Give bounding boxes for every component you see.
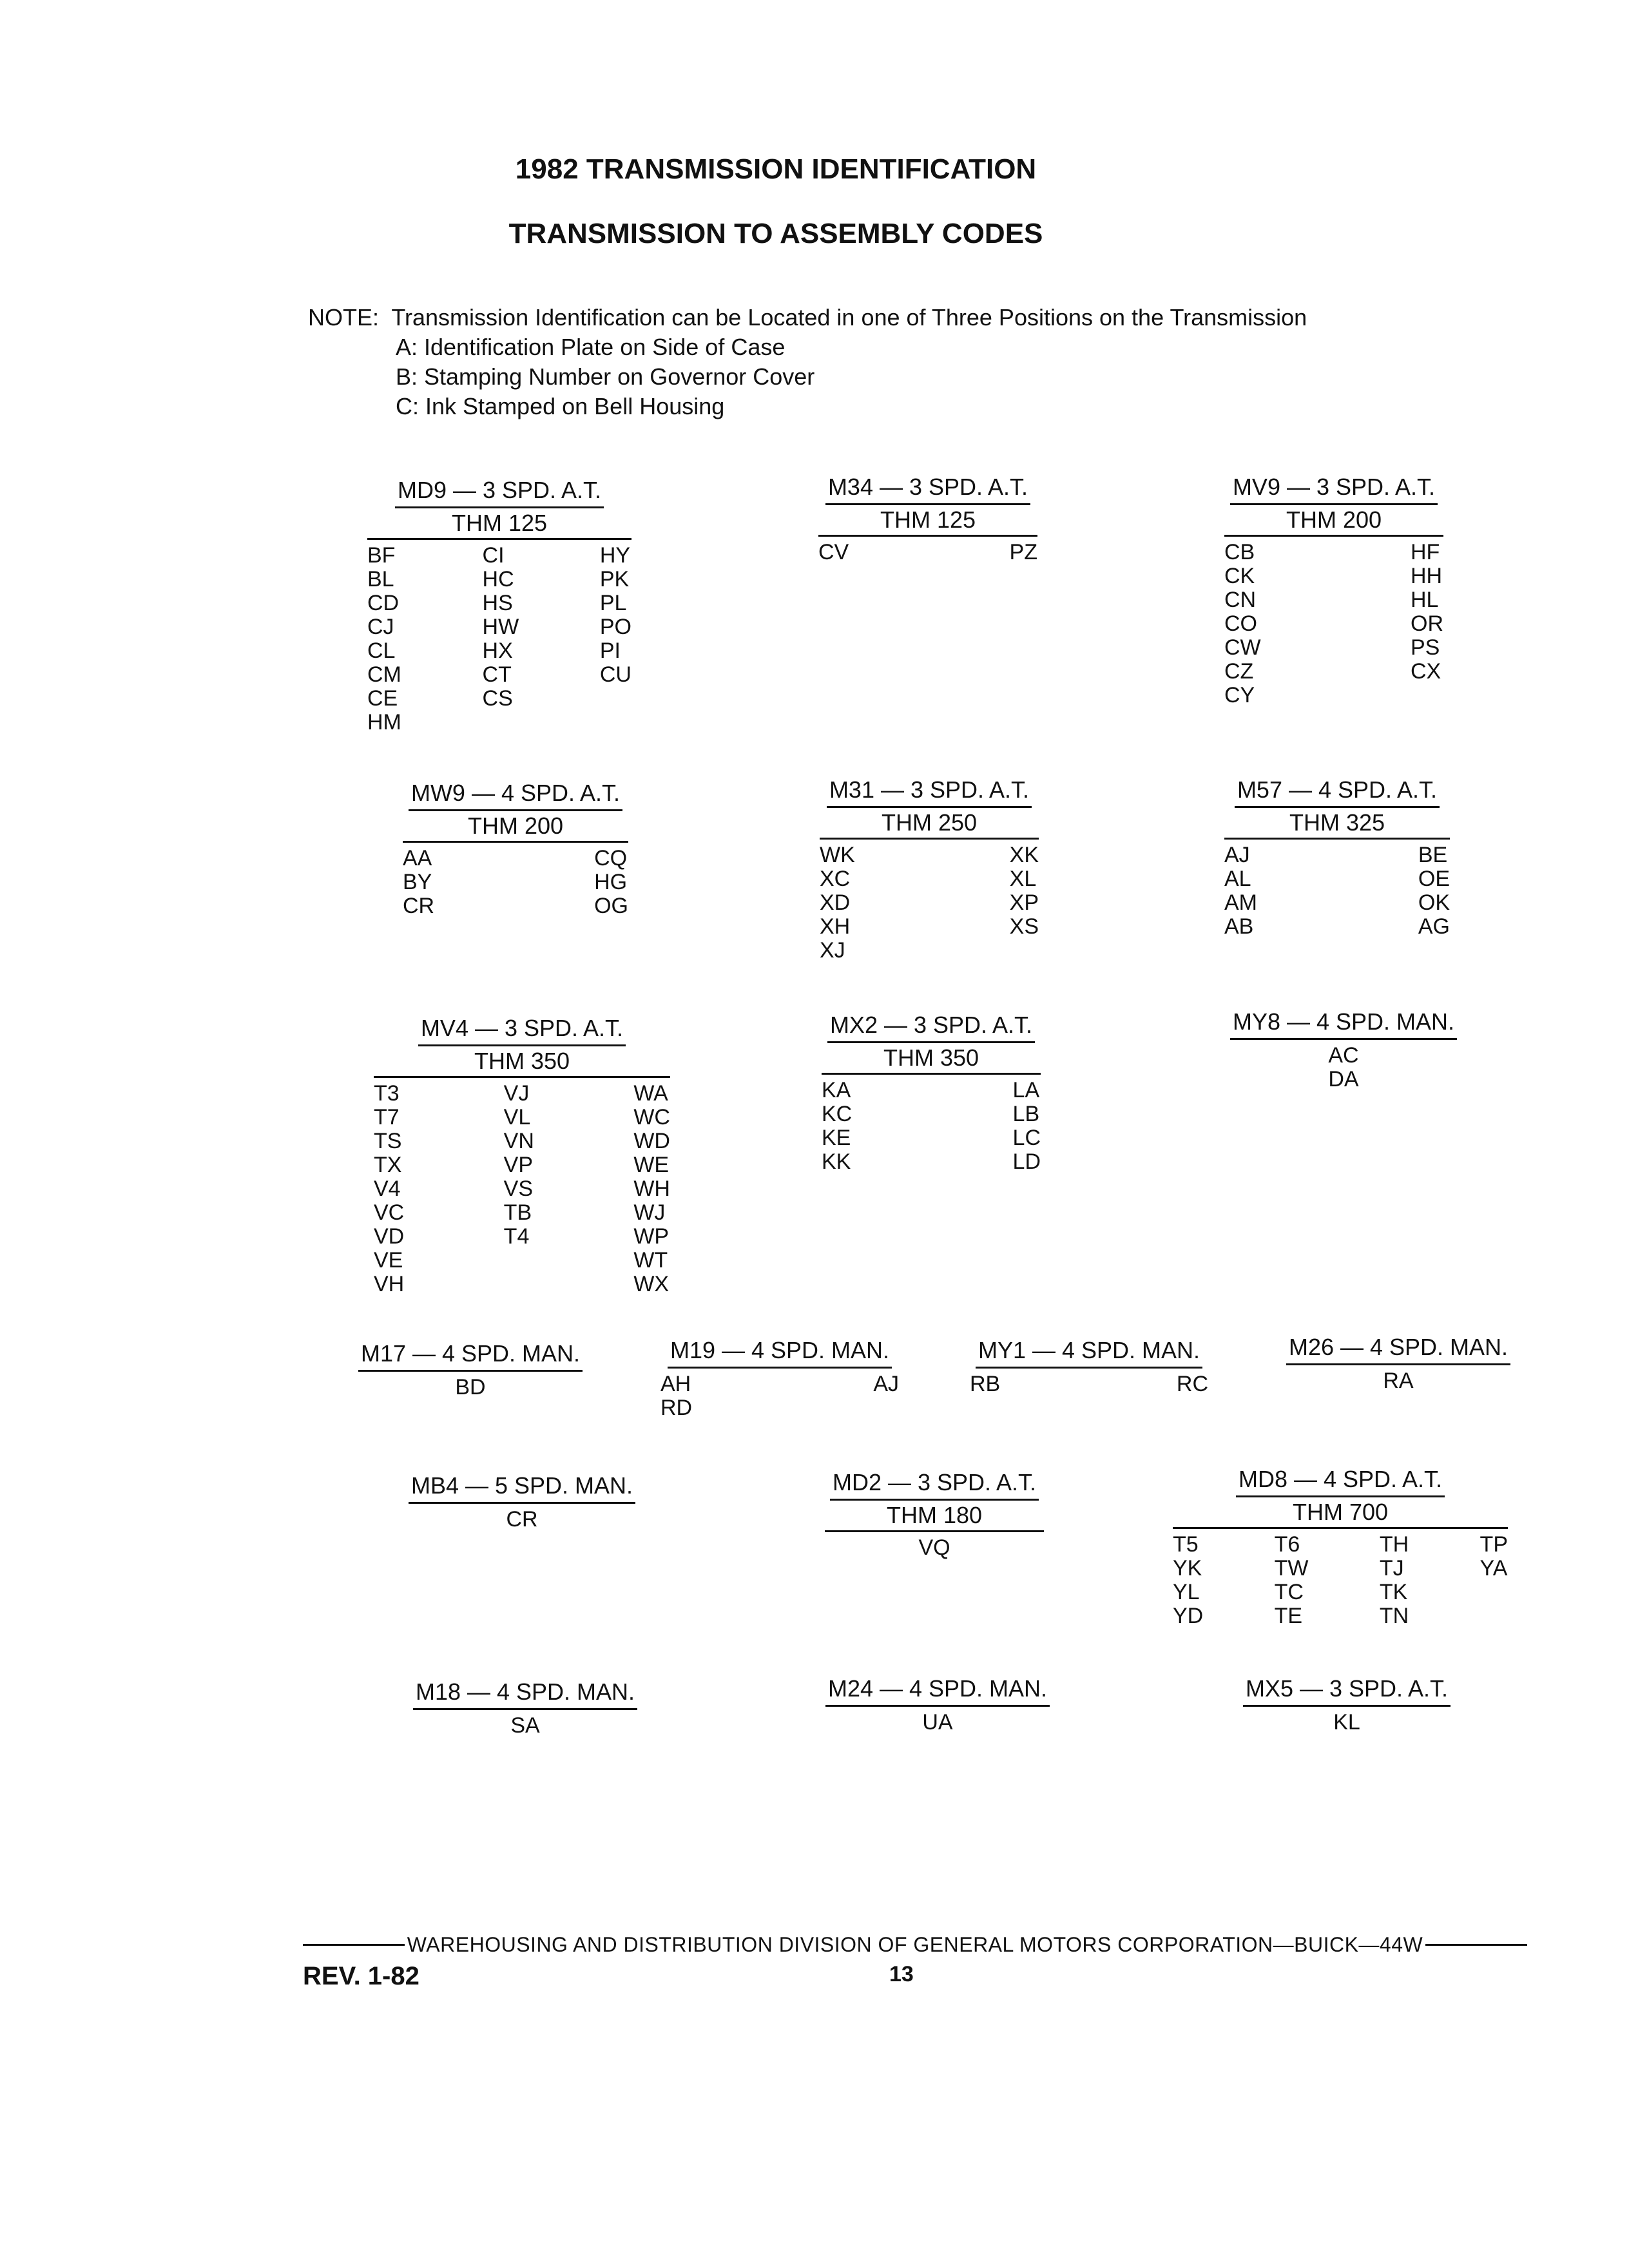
transmission-model: MD2 — 3 SPD. A.T. bbox=[830, 1469, 1039, 1501]
assembly-code: WK bbox=[820, 843, 855, 867]
assembly-code: AJ bbox=[1224, 843, 1250, 867]
assembly-code: CL bbox=[367, 639, 396, 663]
assembly-code: AC bbox=[1328, 1043, 1359, 1068]
transmission-model: M19 — 4 SPD. MAN. bbox=[668, 1337, 892, 1369]
code-columns bbox=[820, 843, 1039, 963]
code-columns bbox=[1224, 1044, 1463, 1091]
code-column bbox=[660, 1372, 692, 1420]
block-m26 bbox=[1279, 1334, 1518, 1393]
assembly-code: WD bbox=[633, 1129, 670, 1153]
revision: REV. 1-82 bbox=[303, 1962, 419, 1990]
footer-rule-right bbox=[1425, 1944, 1527, 1946]
note-text: Transmission Identification can be Located in one of Three Positions on the Transmission bbox=[391, 304, 1307, 331]
assembly-code: AM bbox=[1224, 890, 1257, 915]
transmission-type: THM 125 bbox=[818, 505, 1037, 537]
assembly-code: OR bbox=[1411, 611, 1443, 636]
code-columns bbox=[403, 847, 628, 918]
code-column bbox=[822, 1079, 852, 1174]
code-column bbox=[873, 1372, 899, 1420]
block-my1 bbox=[970, 1337, 1208, 1396]
code-column bbox=[594, 847, 628, 918]
transmission-model: M31 — 3 SPD. A.T. bbox=[827, 776, 1032, 808]
assembly-code: VQ bbox=[918, 1535, 950, 1560]
footer-text: WAREHOUSING AND DISTRIBUTION DIVISION OF GENERAL MOTORS CORPORATION—BUICK—44W bbox=[407, 1933, 1423, 1956]
code-column bbox=[367, 544, 401, 735]
transmission-model: M26 — 4 SPD. MAN. bbox=[1286, 1334, 1510, 1365]
code-columns bbox=[1173, 1533, 1508, 1628]
assembly-code: TC bbox=[1274, 1580, 1304, 1604]
assembly-code: VD bbox=[374, 1224, 405, 1249]
assembly-code: CV bbox=[818, 540, 849, 564]
assembly-code: T7 bbox=[374, 1105, 400, 1129]
assembly-code: TW bbox=[1274, 1556, 1309, 1581]
block-m31 bbox=[820, 776, 1039, 963]
code-column bbox=[1173, 1533, 1203, 1628]
code-column bbox=[922, 1711, 952, 1735]
assembly-code: OG bbox=[594, 894, 628, 918]
block-m34 bbox=[818, 474, 1037, 564]
transmission-model: MW9 — 4 SPD. A.T. bbox=[409, 780, 622, 811]
code-columns bbox=[818, 1711, 1057, 1735]
assembly-code: TN bbox=[1379, 1604, 1409, 1628]
transmission-type: THM 125 bbox=[367, 508, 631, 540]
code-columns bbox=[970, 1372, 1208, 1396]
assembly-code: HX bbox=[482, 639, 513, 663]
assembly-code: OK bbox=[1418, 890, 1450, 915]
assembly-code: CJ bbox=[367, 615, 394, 639]
block-m18 bbox=[406, 1678, 644, 1738]
assembly-code: CW bbox=[1224, 635, 1261, 660]
code-column bbox=[1380, 1533, 1409, 1628]
assembly-code: VN bbox=[503, 1129, 534, 1153]
code-columns bbox=[403, 1508, 641, 1532]
assembly-code: AG bbox=[1418, 914, 1450, 939]
code-column bbox=[818, 541, 849, 564]
transmission-type: THM 250 bbox=[820, 808, 1039, 840]
code-column bbox=[1333, 1711, 1360, 1735]
assembly-code: CM bbox=[367, 662, 401, 687]
page-number: 13 bbox=[889, 1962, 914, 1986]
transmission-model: M17 — 4 SPD. MAN. bbox=[358, 1340, 583, 1372]
assembly-code: OE bbox=[1418, 867, 1450, 891]
assembly-code: CN bbox=[1224, 588, 1257, 612]
footer-rule-left bbox=[303, 1944, 405, 1946]
assembly-code: LD bbox=[1012, 1149, 1041, 1174]
assembly-code: XJ bbox=[820, 938, 845, 963]
code-column bbox=[483, 544, 519, 735]
transmission-model: MX5 — 3 SPD. A.T. bbox=[1243, 1675, 1451, 1707]
code-columns bbox=[1224, 541, 1443, 707]
code-columns bbox=[1234, 1711, 1460, 1735]
note-item-c: C: Ink Stamped on Bell Housing bbox=[396, 393, 725, 419]
assembly-code: BY bbox=[403, 870, 432, 894]
block-m57 bbox=[1224, 776, 1450, 939]
assembly-code: PZ bbox=[1009, 540, 1037, 564]
note bbox=[308, 303, 1307, 421]
assembly-code: CO bbox=[1224, 611, 1257, 636]
assembly-code: WC bbox=[633, 1105, 670, 1129]
block-header bbox=[1224, 1008, 1463, 1040]
assembly-code: TK bbox=[1379, 1580, 1408, 1604]
transmission-model: MV9 — 3 SPD. A.T. bbox=[1230, 474, 1438, 505]
code-column bbox=[510, 1714, 539, 1738]
assembly-code: VE bbox=[374, 1248, 403, 1273]
block-header bbox=[820, 776, 1039, 808]
code-columns bbox=[351, 1376, 590, 1399]
assembly-code: WP bbox=[633, 1224, 670, 1249]
code-column bbox=[1411, 541, 1443, 707]
transmission-model: M24 — 4 SPD. MAN. bbox=[825, 1675, 1050, 1707]
assembly-code: RA bbox=[1383, 1369, 1414, 1393]
assembly-code: CX bbox=[1411, 659, 1441, 684]
assembly-code: VS bbox=[503, 1177, 534, 1201]
transmission-model: M34 — 3 SPD. A.T. bbox=[825, 474, 1030, 505]
code-column bbox=[918, 1536, 950, 1560]
assembly-code: UA bbox=[922, 1710, 953, 1735]
assembly-code: TS bbox=[374, 1129, 402, 1153]
assembly-code: TE bbox=[1274, 1604, 1303, 1628]
block-mv9 bbox=[1224, 474, 1443, 707]
assembly-code: V4 bbox=[374, 1177, 401, 1201]
code-column bbox=[1010, 541, 1037, 564]
block-my8 bbox=[1224, 1008, 1463, 1091]
assembly-code: XD bbox=[820, 890, 851, 915]
assembly-code: PO bbox=[599, 615, 631, 639]
transmission-type: THM 200 bbox=[403, 811, 628, 843]
transmission-model: MV4 — 3 SPD. A.T. bbox=[418, 1015, 626, 1046]
transmission-model: MY8 — 4 SPD. MAN. bbox=[1230, 1008, 1457, 1040]
code-column bbox=[504, 1082, 534, 1296]
assembly-code: KA bbox=[822, 1078, 851, 1102]
assembly-code: VP bbox=[503, 1153, 534, 1177]
block-header bbox=[1279, 1334, 1518, 1365]
assembly-code: PL bbox=[599, 591, 627, 615]
assembly-code: WX bbox=[633, 1272, 670, 1296]
block-header bbox=[818, 1675, 1057, 1707]
assembly-code: HF bbox=[1411, 540, 1440, 564]
assembly-code: HM bbox=[367, 710, 401, 735]
transmission-model: MB4 — 5 SPD. MAN. bbox=[409, 1472, 635, 1504]
code-column bbox=[820, 843, 855, 963]
code-columns bbox=[367, 544, 631, 735]
assembly-code: CK bbox=[1224, 564, 1255, 588]
page-subtitle: TRANSMISSION TO ASSEMBLY CODES bbox=[508, 218, 1043, 249]
block-header bbox=[403, 1472, 641, 1504]
transmission-type: THM 180 bbox=[825, 1501, 1044, 1532]
code-columns bbox=[660, 1372, 899, 1420]
assembly-code: YA bbox=[1480, 1556, 1508, 1581]
block-m17 bbox=[351, 1340, 590, 1399]
code-column bbox=[1010, 843, 1039, 963]
assembly-code: CY bbox=[1224, 683, 1255, 707]
assembly-code: HH bbox=[1411, 564, 1443, 588]
transmission-model: M18 — 4 SPD. MAN. bbox=[413, 1678, 637, 1710]
block-mx5 bbox=[1234, 1675, 1460, 1735]
transmission-model: MD9 — 3 SPD. A.T. bbox=[395, 477, 604, 508]
code-columns bbox=[825, 1536, 1044, 1560]
assembly-code: CD bbox=[367, 591, 400, 615]
assembly-code: DA bbox=[1328, 1067, 1359, 1091]
assembly-code: YD bbox=[1173, 1604, 1204, 1628]
assembly-code: T4 bbox=[503, 1224, 530, 1249]
assembly-code: HS bbox=[482, 591, 513, 615]
assembly-code: CS bbox=[482, 686, 513, 711]
transmission-type: THM 325 bbox=[1224, 808, 1450, 840]
assembly-code: BF bbox=[367, 543, 396, 568]
assembly-code: LA bbox=[1012, 1078, 1040, 1102]
assembly-code: PI bbox=[599, 639, 621, 663]
assembly-code: WJ bbox=[633, 1200, 666, 1225]
code-column bbox=[374, 1082, 404, 1296]
block-mw9 bbox=[403, 780, 628, 918]
assembly-code: CI bbox=[482, 543, 505, 568]
assembly-code: CU bbox=[599, 662, 631, 687]
assembly-code: RD bbox=[660, 1396, 693, 1420]
transmission-type: THM 700 bbox=[1173, 1497, 1508, 1529]
page-title: 1982 TRANSMISSION IDENTIFICATION bbox=[515, 153, 1037, 185]
code-column bbox=[1480, 1533, 1508, 1628]
assembly-code: CQ bbox=[594, 846, 628, 870]
assembly-code: WE bbox=[633, 1153, 670, 1177]
assembly-code: AB bbox=[1224, 914, 1254, 939]
note-label: NOTE: bbox=[308, 304, 380, 331]
block-header bbox=[825, 1469, 1044, 1501]
assembly-code: AL bbox=[1224, 867, 1251, 891]
code-columns bbox=[406, 1714, 644, 1738]
assembly-code: YL bbox=[1173, 1580, 1200, 1604]
assembly-code: AH bbox=[660, 1372, 691, 1396]
assembly-code: CR bbox=[403, 894, 435, 918]
code-column bbox=[1224, 541, 1261, 707]
transmission-type: THM 200 bbox=[1224, 505, 1443, 537]
code-column bbox=[1275, 1533, 1309, 1628]
assembly-code: CB bbox=[1224, 540, 1255, 564]
assembly-code: BD bbox=[455, 1375, 486, 1399]
assembly-code: BL bbox=[367, 567, 394, 591]
code-column bbox=[506, 1508, 537, 1532]
assembly-code: WA bbox=[633, 1081, 668, 1106]
assembly-code: WH bbox=[633, 1177, 670, 1201]
assembly-code: HG bbox=[594, 870, 628, 894]
assembly-code: VJ bbox=[503, 1081, 530, 1106]
assembly-code: VL bbox=[503, 1105, 531, 1129]
footer bbox=[303, 1933, 1527, 1957]
code-column bbox=[633, 1082, 670, 1296]
block-header bbox=[1173, 1466, 1508, 1497]
assembly-code: T3 bbox=[374, 1081, 400, 1106]
assembly-code: KK bbox=[822, 1149, 851, 1174]
code-columns bbox=[818, 541, 1037, 564]
assembly-code: XL bbox=[1009, 867, 1037, 891]
assembly-code: TB bbox=[503, 1200, 532, 1225]
assembly-code: LB bbox=[1012, 1102, 1040, 1126]
note-item-b: B: Stamping Number on Governor Cover bbox=[396, 363, 815, 390]
assembly-code: TX bbox=[374, 1153, 402, 1177]
assembly-code: PK bbox=[599, 567, 630, 591]
transmission-model: MX2 — 3 SPD. A.T. bbox=[827, 1012, 1035, 1043]
code-column bbox=[455, 1376, 485, 1399]
code-columns bbox=[822, 1079, 1041, 1174]
assembly-code: CZ bbox=[1224, 659, 1254, 684]
assembly-code: LC bbox=[1012, 1126, 1041, 1150]
code-column bbox=[1224, 843, 1257, 939]
block-md2 bbox=[825, 1469, 1044, 1560]
code-column bbox=[1418, 843, 1450, 939]
block-mv4 bbox=[374, 1015, 670, 1296]
assembly-code: TP bbox=[1480, 1532, 1508, 1557]
block-header bbox=[660, 1337, 899, 1369]
assembly-code: KL bbox=[1333, 1710, 1360, 1735]
assembly-code: AJ bbox=[873, 1372, 899, 1396]
assembly-code: T5 bbox=[1173, 1532, 1199, 1557]
assembly-code: BE bbox=[1418, 843, 1448, 867]
assembly-code: KE bbox=[822, 1126, 851, 1150]
code-column bbox=[970, 1372, 1000, 1396]
transmission-model: MD8 — 4 SPD. A.T. bbox=[1236, 1466, 1445, 1497]
block-header bbox=[406, 1678, 644, 1710]
assembly-code: KC bbox=[822, 1102, 853, 1126]
assembly-code: RB bbox=[970, 1372, 1001, 1396]
assembly-code: PS bbox=[1411, 635, 1440, 660]
assembly-code: XH bbox=[820, 914, 851, 939]
assembly-code: TJ bbox=[1379, 1556, 1404, 1581]
code-columns bbox=[374, 1082, 670, 1296]
assembly-code: T6 bbox=[1274, 1532, 1300, 1557]
code-column bbox=[1177, 1372, 1208, 1396]
transmission-model: MY1 — 4 SPD. MAN. bbox=[976, 1337, 1202, 1369]
block-header bbox=[970, 1337, 1208, 1369]
block-header bbox=[818, 474, 1037, 505]
assembly-code: HW bbox=[482, 615, 519, 639]
assembly-code: WT bbox=[633, 1248, 668, 1273]
assembly-code: HL bbox=[1411, 588, 1439, 612]
assembly-code: XK bbox=[1009, 843, 1039, 867]
block-header bbox=[367, 477, 631, 508]
assembly-code: CE bbox=[367, 686, 398, 711]
block-header bbox=[403, 780, 628, 811]
transmission-type: THM 350 bbox=[822, 1043, 1041, 1075]
block-mb4 bbox=[403, 1472, 641, 1532]
assembly-code: VH bbox=[374, 1272, 405, 1296]
transmission-type: THM 350 bbox=[374, 1046, 670, 1078]
assembly-code: TH bbox=[1379, 1532, 1409, 1557]
block-header bbox=[822, 1012, 1041, 1043]
block-md9 bbox=[367, 477, 631, 735]
block-m24 bbox=[818, 1675, 1057, 1735]
code-columns bbox=[1279, 1369, 1518, 1393]
block-header bbox=[1234, 1675, 1460, 1707]
assembly-code: XS bbox=[1009, 914, 1039, 939]
assembly-code: HC bbox=[482, 567, 514, 591]
transmission-model: M57 — 4 SPD. A.T. bbox=[1235, 776, 1440, 808]
block-header bbox=[374, 1015, 670, 1046]
assembly-code: XC bbox=[820, 867, 851, 891]
block-md8 bbox=[1173, 1466, 1508, 1628]
assembly-code: CT bbox=[482, 662, 512, 687]
block-header bbox=[1224, 474, 1443, 505]
code-column bbox=[403, 847, 434, 918]
code-column bbox=[600, 544, 631, 735]
assembly-code: VC bbox=[374, 1200, 405, 1225]
assembly-code: HY bbox=[599, 543, 631, 568]
assembly-code: YK bbox=[1173, 1556, 1202, 1581]
assembly-code: XP bbox=[1009, 890, 1039, 915]
block-m19 bbox=[660, 1337, 899, 1420]
assembly-code: AA bbox=[403, 846, 432, 870]
block-mx2 bbox=[822, 1012, 1041, 1174]
assembly-code: SA bbox=[510, 1713, 540, 1738]
note-item-a: A: Identification Plate on Side of Case bbox=[396, 334, 786, 360]
assembly-code: CR bbox=[506, 1507, 538, 1532]
code-column bbox=[1328, 1044, 1358, 1091]
code-columns bbox=[1224, 843, 1450, 939]
code-column bbox=[1013, 1079, 1041, 1174]
assembly-code: RC bbox=[1176, 1372, 1208, 1396]
block-header bbox=[351, 1340, 590, 1372]
block-header bbox=[1224, 776, 1450, 808]
code-column bbox=[1383, 1369, 1413, 1393]
